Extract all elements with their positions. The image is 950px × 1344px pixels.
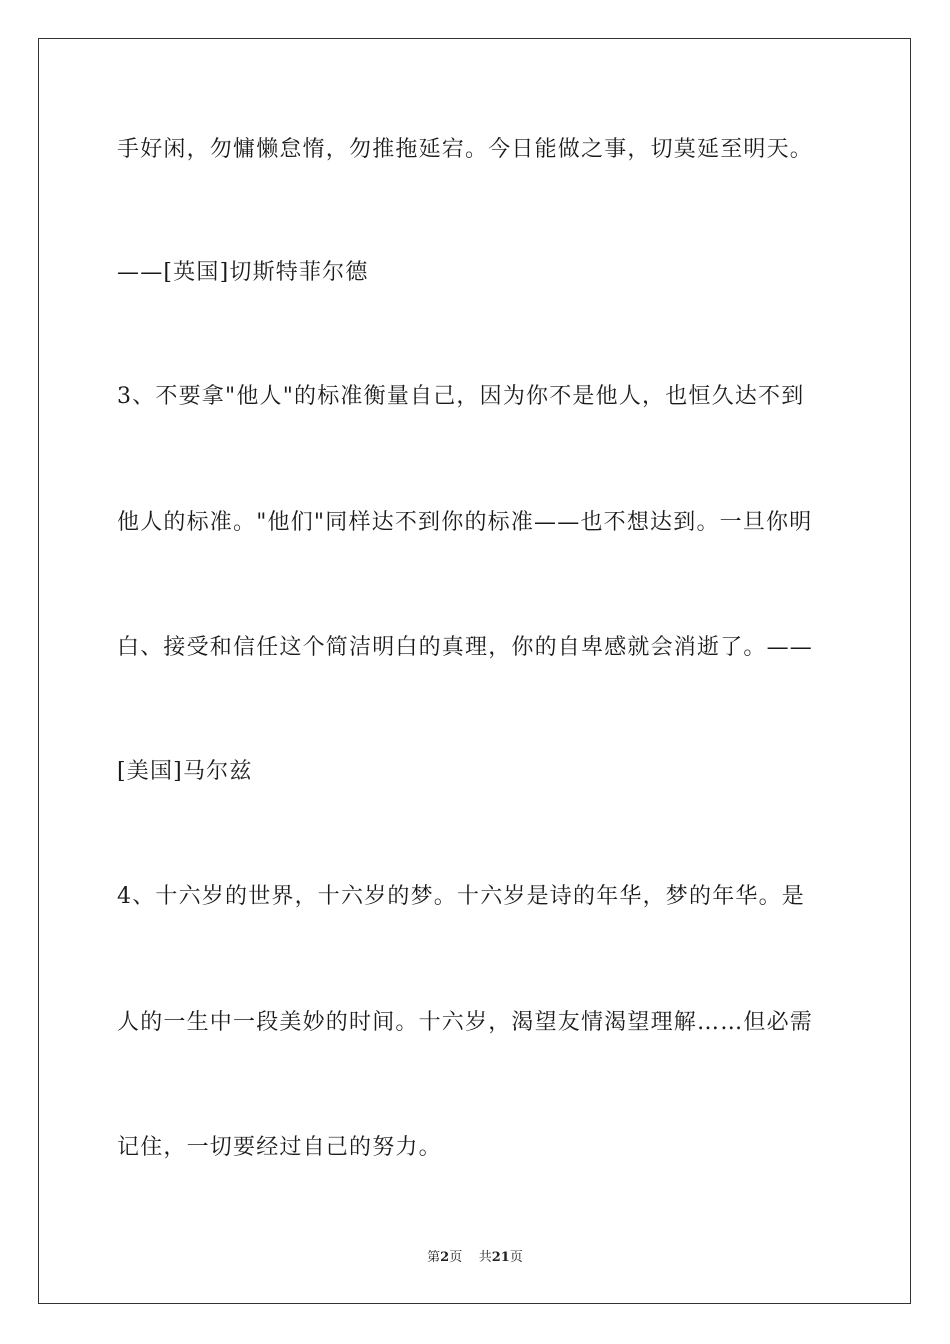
page-number: 2 <box>440 1250 450 1265</box>
page-suffix: 页 <box>449 1250 463 1265</box>
text-line-5: 白、接受和信任这个简洁明白的真理，你的自卑感就会消逝了。—— <box>117 635 814 660</box>
page-border <box>38 38 911 1304</box>
text-line-8: 人的一生中一段美妙的时间。十六岁，渴望友情渴望理解……但必需 <box>117 1010 814 1035</box>
page-prefix: 第 <box>427 1250 441 1265</box>
total-prefix: 共 <box>478 1250 492 1265</box>
text-line-6: [美国]马尔兹 <box>117 759 253 784</box>
text-line-1: 手好闲，勿慵懒怠惰，勿推拖延宕。今日能做之事，切莫延至明天。 <box>117 137 814 162</box>
page-footer <box>0 1246 950 1265</box>
total-pages: 21 <box>491 1250 510 1265</box>
text-line-7: 4、十六岁的世界，十六岁的梦。十六岁是诗的年华，梦的年华。是 <box>117 884 805 909</box>
total-suffix: 页 <box>509 1250 523 1265</box>
text-line-4: 他人的标准。"他们"同样达不到你的标准——也不想达到。一旦你明 <box>117 510 813 535</box>
text-line-9: 记住，一切要经过自己的努力。 <box>117 1135 442 1160</box>
text-line-3: 3、不要拿"他人"的标准衡量自己，因为你不是他人，也恒久达不到 <box>117 384 805 409</box>
text-line-2: ——[英国]切斯特菲尔德 <box>117 260 369 285</box>
